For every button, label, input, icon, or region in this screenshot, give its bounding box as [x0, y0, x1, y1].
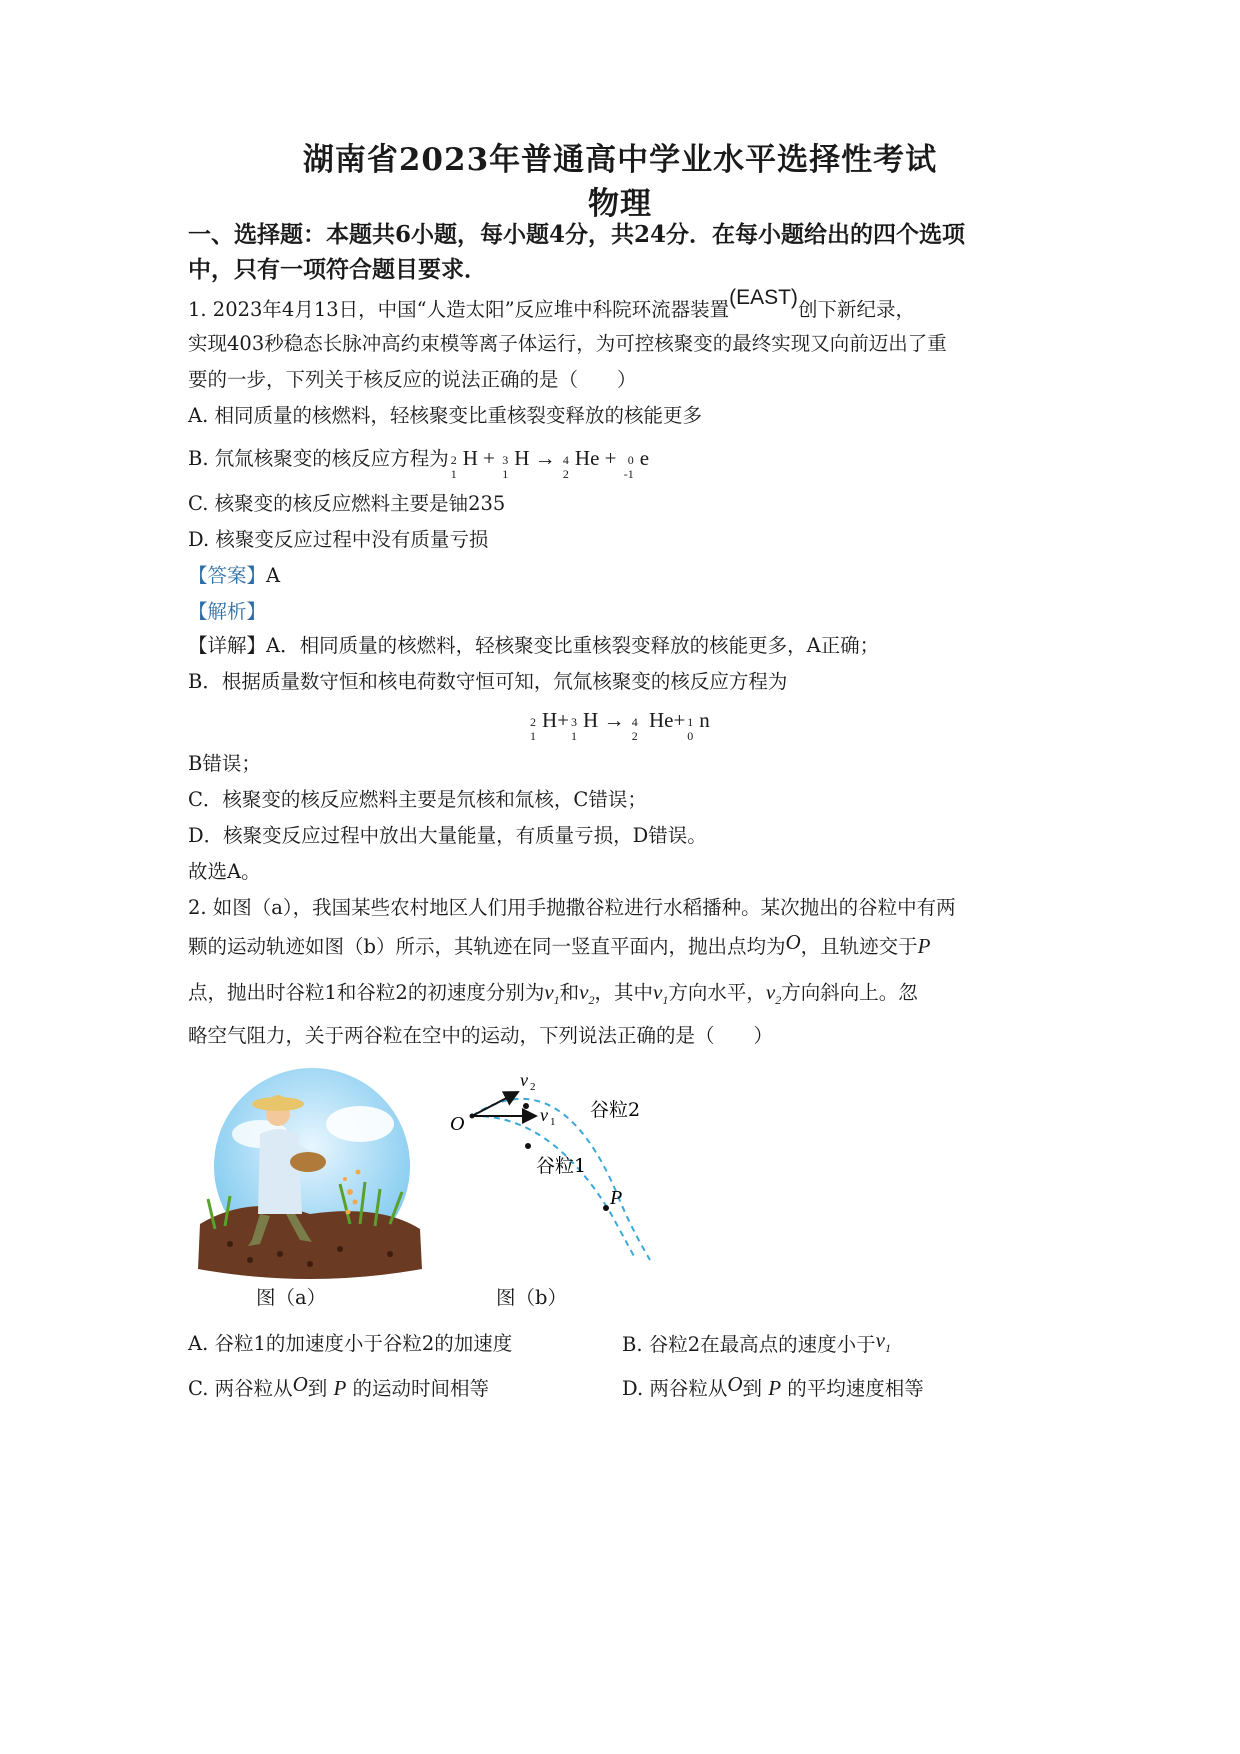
answer-value: A [266, 564, 281, 587]
q1-stem-text-end: 创下新纪录， [797, 298, 915, 321]
answer-label: 【答案】 [188, 564, 267, 587]
q1-option-c: C. 核聚变的核反应燃料主要是铀235 [188, 492, 506, 515]
q1-detail-b2: B错误； [188, 752, 261, 775]
nuclide-h3: 3 1 [502, 453, 509, 482]
subject-title: 物理 [588, 186, 652, 222]
q1-detail-c: C．核聚变的核反应燃料主要是氘核和氚核，C错误； [188, 788, 647, 811]
q1-stem-line3: 要的一步，下列关于核反应的说法正确的是（ ） [188, 368, 637, 391]
svg-text:1: 1 [550, 1116, 556, 1128]
section-heading-line1: 一、选择题：本题共6小题，每小题4分，共24分．在每小题给出的四个选项 [188, 221, 966, 248]
label-grain-2: 谷粒2 [590, 1099, 641, 1121]
detail-a-text: A．相同质量的核燃料，轻核聚变比重核裂变释放的核能更多，A正确； [266, 634, 880, 657]
label-o: O [450, 1113, 465, 1135]
figure-b-trajectory-diagram [440, 1064, 680, 1294]
origin-point [470, 1114, 475, 1119]
q2-stem-line4: 略空气阻力，关于两谷粒在空中的运动，下列说法正确的是（ ） [188, 1024, 774, 1047]
q1-option-b-equation: 2 1 H + 3 1 H → 4 2 He + 0 -1 e [450, 446, 650, 482]
figure-a-farmer-illustration [190, 1064, 430, 1294]
detail-label: 【详解】 [188, 634, 267, 657]
section-heading-line2: 中，只有一项符合题目要求． [188, 256, 487, 283]
label-grain-1: 谷粒1 [536, 1155, 587, 1177]
q1-stem-line2: 实现403秒稳态长脉冲高约束模等离子体运行，为可控核聚变的最终实现又向前迈出了重 [188, 332, 947, 355]
figure-a-caption: 图（a） [256, 1286, 327, 1309]
grain-1-point [525, 1143, 531, 1149]
q1-option-d: D. 核聚变反应过程中没有质量亏损 [188, 528, 489, 551]
q1-stem-line1 [188, 286, 915, 324]
nuclide-electron: 0 -1 [623, 453, 634, 482]
v2-arrow [472, 1092, 518, 1116]
q1-option-a: A. 相同质量的核燃料，轻核聚变比重核裂变释放的核能更多 [188, 404, 702, 427]
q2-option-d: D. 两谷粒从O到 P 的平均速度相等 [622, 1372, 924, 1400]
q1-stem-text: 1. 2023年4月13日，中国“人造太阳”反应堆中科院环流器装置 [188, 298, 730, 321]
label-p: P [610, 1187, 623, 1209]
q1-east-label: (EAST) [729, 286, 798, 309]
q1-detail-d: D．核聚变反应过程中放出大量能量，有质量亏损，D错误。 [188, 824, 707, 847]
q1-correct-equation: 2 1 H+ 3 1 H → 4 2 He+ 1 0 n [530, 708, 710, 744]
q1-option-b [188, 444, 650, 482]
q1-analysis-label: 【解析】 [188, 600, 267, 623]
grain-2-point [523, 1103, 529, 1109]
q1-answer [188, 562, 280, 590]
label-v1: v [540, 1105, 548, 1125]
q1-conclusion: 故选A。 [188, 860, 261, 883]
q2-stem-line1: 2. 如图（a），我国某些农村地区人们用手抛撒谷粒进行水稻播种。某次抛出的谷粒中有两 [188, 896, 956, 919]
nuclide-he4: 4 2 [562, 453, 569, 482]
q2-option-b: B. 谷粒2在最高点的速度小于$v_1$ [622, 1328, 891, 1356]
q2-option-c: C. 两谷粒从O到 P 的运动时间相等 [188, 1372, 490, 1400]
figure-b-caption: 图（b） [496, 1286, 567, 1309]
nuclide-he4: 4 2 [631, 715, 638, 744]
label-v2: v [520, 1070, 528, 1090]
nuclide-neutron: 1 0 [687, 715, 694, 744]
nuclide-h2: 2 1 [530, 715, 536, 744]
intersection-point [603, 1205, 609, 1211]
q1-detail-a [188, 632, 879, 660]
q2-option-a: A. 谷粒1的加速度小于谷粒2的加速度 [188, 1332, 513, 1355]
nuclide-h2: 2 1 [450, 453, 457, 482]
svg-text:2: 2 [530, 1081, 536, 1093]
q1-option-b-text: B. 氘氚核聚变的核反应方程为 [188, 447, 449, 470]
q2-stem-line3: 点，抛出时谷粒1和谷粒2的初速度分别为$v_1$和$v_2$，其中$v_1$方向水平，$v_2$方向斜向上。忽 [188, 980, 918, 1008]
nuclide-h3: 3 1 [571, 715, 578, 744]
q1-detail-b: B．根据质量数守恒和核电荷数守恒可知，氘氚核聚变的核反应方程为 [188, 670, 788, 693]
exam-title: 湖南省2023年普通高中学业水平选择性考试 [302, 142, 938, 178]
q2-stem-line2: 颗的运动轨迹如图（b）所示，其轨迹在同一竖直平面内，抛出点均为O，且轨迹交于P [188, 930, 931, 958]
